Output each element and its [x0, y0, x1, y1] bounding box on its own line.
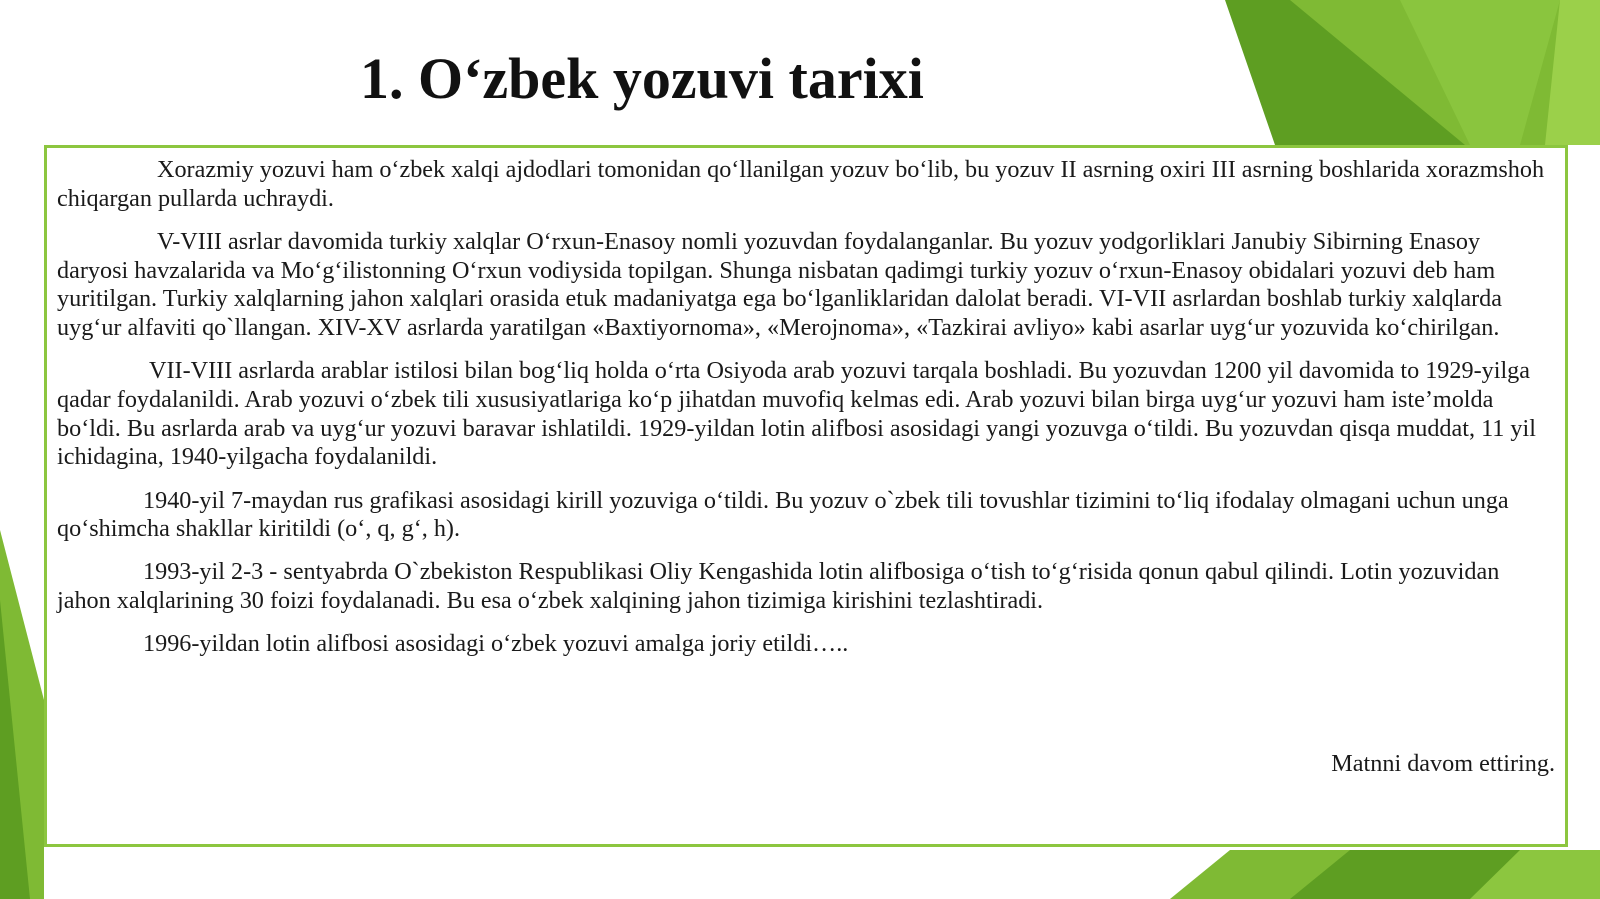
closing-note: Matnni davom ettiring. [1331, 750, 1555, 777]
paragraph-lotin-joriy: 1996-yildan lotin alifbosi asosidagi o‘zbek yozuvi amalga joriy etildi….. [143, 630, 849, 658]
paragraph-kirill-yozuvi: 1940-yil 7-maydan rus grafikasi asosidagi kirill yozuviga o‘tildi. Bu yozuv o`zbek tili tovushlar tizimini to‘liq ifodalay olmagani uchun unga qo‘shimcha shakllar kiritildi (o‘, q, g‘, h). [57, 486, 1509, 543]
content-box [44, 145, 1568, 847]
paragraph-arab-yozuvi: VII-VIII asrlarda arablar istilosi bilan bog‘liq holda o‘rta Osiyoda arab yozuvi tarqala boshladi. Bu yozuvdan 1200 yil davomida to 1929-yilga qadar foydalanildi. Arab yozuvi o‘zbek tili xususiyatlariga ko‘p jihatdan muvofiq kelmas edi. Arab yozuvi bilan birga uyg‘ur yozuvi ham iste’molda bo‘ldi. Bu asrlarda arab va uyg‘ur yozuvi baravar ishlatildi. 1929-yildan lotin alifbosi asosidagi yangi yozuvga o‘tildi. Bu yozuvdan qisqa muddat, 11 yil ichidagina, 1940-yilgacha foydalanildi. [57, 357, 1536, 471]
paragraph-orxun-enasoy: V-VIII asrlar davomida turkiy xalqlar O‘rxun-Enasoy nomli yozuvdan foydalanganlar. Bu yozuv yodgorliklari Janubiy Sibirning Enasoy daryosi havzalarida va Mo‘g‘ilistonning O‘rxun vodiysida topilgan. Shunga nisbatan qadimgi turkiy yozuv o‘rxun-Enasoy obidalari yozuvi deb ham yuritilgan. Turkiy xalqlarning jahon xalqlari orasida etuk madaniyatga ega bo‘lganliklaridan dalolat beradi. VI-VII asrlardan boshlab turkiy xalqlarda uyg‘ur alfaviti qo`llangan. XIV-XV asrlarda yaratilgan «Baxtiyornoma», «Merojnoma», «Tazkirai avliyo» kabi asarlar uyg‘ur yozuvida ko‘chirilgan. [57, 227, 1503, 342]
paragraph-xorazmiy: Xorazmiy yozuvi ham o‘zbek xalqi ajdodlari tomonidan qo‘llanilgan yozuv bo‘lib, bu yozuv II asrning oxiri III asrning boshlarida xorazmshoh chiqargan pullarda uchraydi. [57, 156, 1545, 212]
slide-title: 1. O‘zbek yozuvi tarixi [360, 46, 924, 111]
paragraph-lotin-qonun: 1993-yil 2-3 - sentyabrda O`zbekiston Respublikasi Oliy Kengashida lotin alifbosiga o‘tish to‘g‘risida qonun qabul qilindi. Lotin yozuvidan jahon xalqlarining 30 foizi foydalanadi. Bu esa o‘zbek xalqining jahon tizimiga kirishini tezlashtiradi. [57, 558, 1500, 615]
